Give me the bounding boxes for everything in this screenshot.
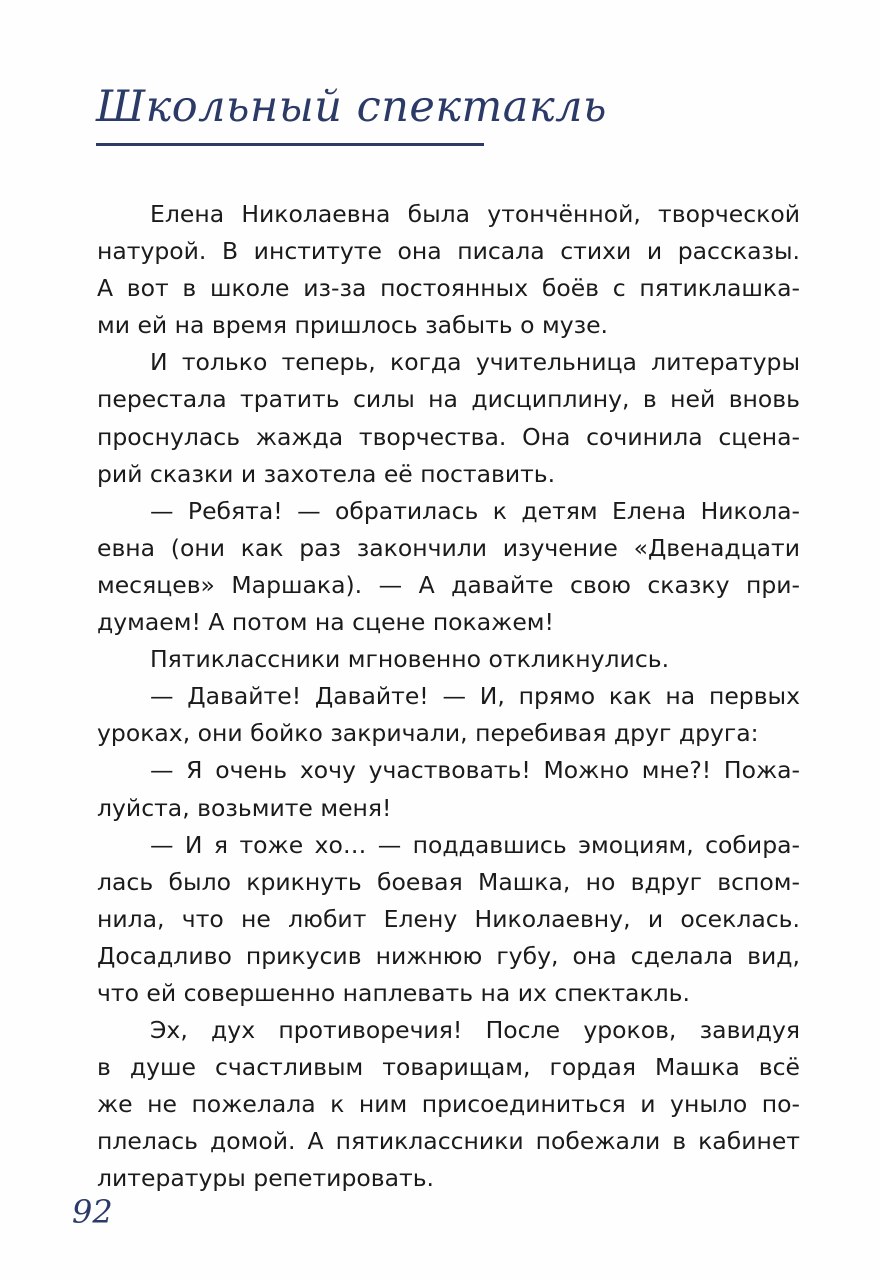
text-line: в душе счастливым товарищам, гордая Машка всё [97,1053,800,1082]
text-line: Пятиклассники мгновенно откликнулись. [150,645,670,674]
text-line: Елена Николаевна была утончённой, творческой [150,200,800,228]
paragraph [97,752,800,826]
text-line: месяцев» Маршака). — А давайте свою сказку при- [97,570,800,599]
text-line: проснулась жажда творчества. Она сочинила сцена- [97,422,800,451]
text-line: литературы репетировать. [97,1164,435,1193]
body-text [97,196,800,1198]
paragraph [97,641,800,678]
text-line: натурой. В институте она писала стихи и рассказы. [97,237,800,266]
text-line: плелась домой. А пятиклассники побежали в кабинет [97,1127,800,1156]
paragraph [97,196,800,344]
text-line: луйста, возьмите меня! [97,793,392,822]
text-line: что ей совершенно наплевать на их спектакль. [97,978,690,1007]
title-underline [96,143,484,146]
text-line: евна (они как раз закончили изучение «Двенадцати [97,533,800,562]
paragraph [97,827,800,1012]
text-line: — Ребята! — обратилась к детям Елена Никола- [150,496,800,525]
text-line: Эх, дух противоречия! После уроков, завидуя [150,1016,800,1045]
paragraph [97,1012,800,1197]
text-line: перестала тратить силы на дисциплину, в ней вновь [97,385,800,414]
text-line: нила, что не любит Елену Николаевну, и осеклась. [97,904,800,933]
text-line: — Давайте! Давайте! — И, прямо как на первых [150,682,800,711]
text-line: А вот в школе из-за постоянных боёв с пятиклашка- [97,274,800,303]
text-line: думаем! А потом на сцене покажем! [97,608,554,637]
paragraph [97,344,800,492]
text-line: ми ей на время пришлось забыть о музе. [97,311,609,340]
text-line: же не пожелала к ним присоединиться и уныло по- [97,1090,800,1119]
text-line: лась было крикнуть боевая Машка, но вдруг вспом- [97,867,800,896]
text-line: рий сказки и захотела её поставить. [97,459,556,488]
paragraph [97,493,800,641]
text-line: Досадливо прикусив нижнюю губу, она сделала вид, [97,941,800,970]
chapter-title: Школьный спектакль [96,82,607,132]
text-line: — Я очень хочу участвовать! Можно мне?! Пожа- [150,756,800,785]
text-line: И только теперь, когда учительница литературы [150,348,800,377]
page-number: 92 [72,1193,113,1231]
text-line: уроках, они бойко закричали, перебивая друг друга: [97,719,759,748]
text-line: — И я тоже хо… — поддавшись эмоциям, собира- [150,830,800,859]
paragraph [97,678,800,752]
